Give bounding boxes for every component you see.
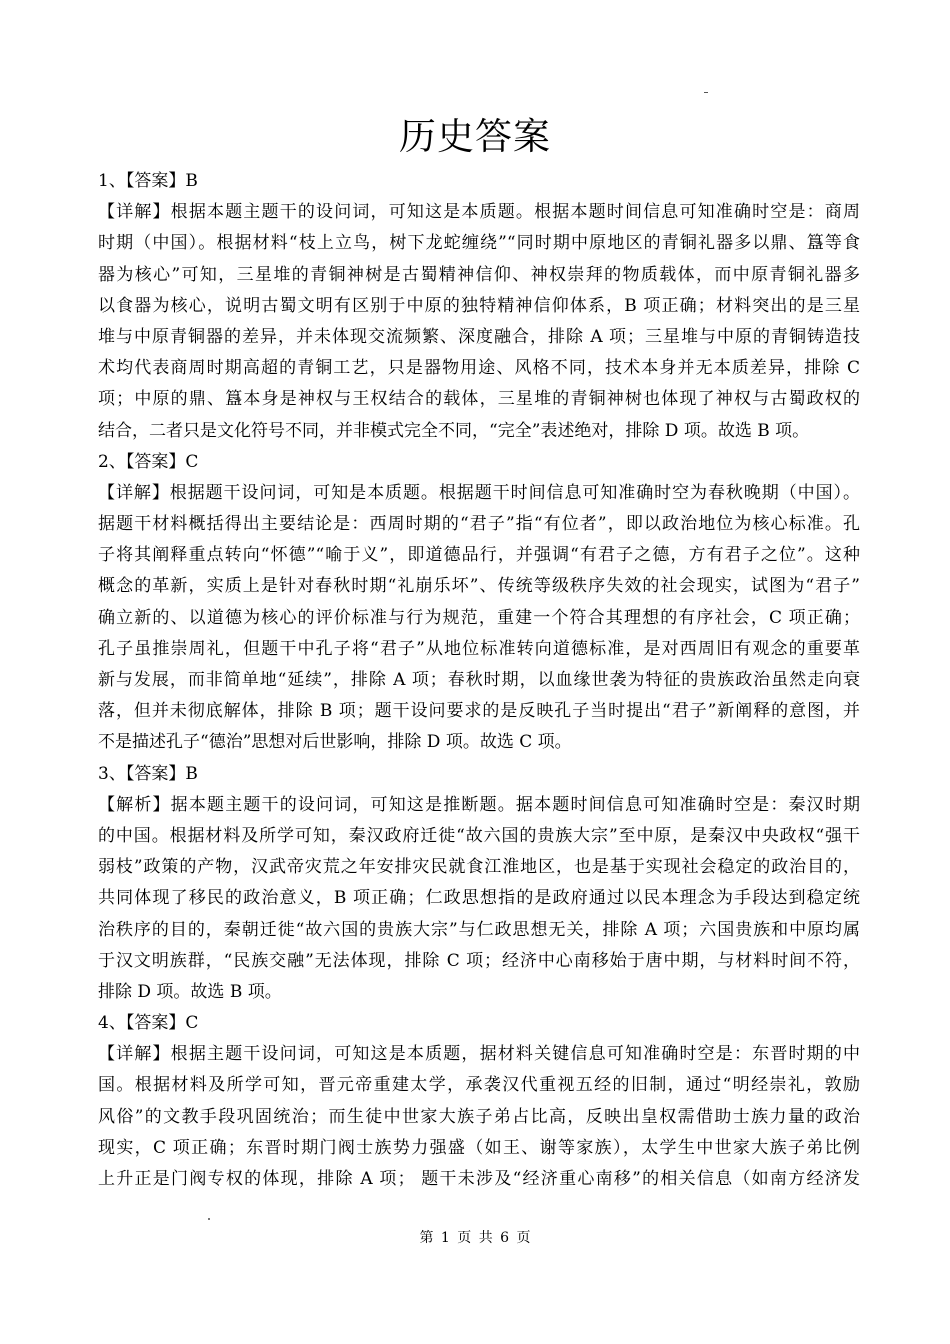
explanation-line: 的中国。根据材料及所学可知，秦汉政府迁徙“故六国的贵族大宗”至中原，是秦汉中央政权“强干: [98, 825, 860, 846]
page-corner-mark: [704, 92, 708, 93]
answer-heading: 1、【答案】B: [98, 171, 198, 191]
answer-2: [98, 447, 860, 759]
explanation-line: 子将其阐释重点转向“怀德”“喻于义”，即道德品行，并强调“有君子之德，方有君子之位”。这种: [98, 545, 860, 566]
explanation-line: 落，但并未彻底解体，排除 B 项；题干设问要求的是反映孔子当时提出“君子”新阐释的意图，并: [98, 701, 860, 722]
answer-4: [98, 1008, 860, 1195]
answer-heading: 2、【答案】C: [98, 451, 199, 472]
page-title: 历史答案: [399, 115, 551, 158]
explanation-line: 确立新的、以道德为核心的评价标准与行为规范，重建一个符合其理想的有序社会，C 项正确；: [98, 607, 860, 628]
answer-3: [98, 759, 860, 1009]
explanation-line: 术均代表商周时期高超的青铜工艺，只是器物用途、风格不同，技术本身并无本质差异，排除 C: [98, 358, 860, 379]
explanation-line: 现实，C 项正确；东晋时期门阀士族势力强盛（如王、谢等家族），太学生中世家大族子弟比例: [98, 1137, 860, 1158]
explanation-line: 新与发展，而非简单地“延续”，排除 A 项；春秋时期，以血缘世袭为特征的贵族政治虽然走向衰: [98, 670, 860, 690]
page-footer: 第 1 页 共 6 页: [419, 1230, 531, 1246]
explanation-line: 以食器为核心，说明古蜀文明有区别于中原的独特精神信仰体系，B 项正确；材料突出的是三星: [98, 295, 860, 316]
explanation-line: 弱枝”政策的产物，汉武帝灾荒之年安排灾民就食江淮地区，也是基于实现社会稳定的政治目的，: [98, 857, 860, 878]
explanation-line: 【详解】根据题干设问词，可知是本质题。根据题干时间信息可知准确时空为春秋晚期（中国）。: [98, 482, 860, 503]
answer-1: [98, 166, 860, 447]
explanation-line: 【详解】根据本题主题干的设问词，可知这是本质题。根据本题时间信息可知准确时空是：商周: [98, 202, 860, 223]
answer-heading: 3、【答案】B: [98, 763, 198, 784]
answer-heading: 4、【答案】C: [98, 1013, 199, 1034]
explanation-line: 项；中原的鼎、簋本身是神权与王权结合的载体，三星堆的青铜神树也体现了神权与古蜀政权的: [98, 389, 860, 410]
explanation-line: 【解析】据本题主题干的设问词，可知这是推断题。据本题时间信息可知准确时空是：秦汉时期: [98, 794, 860, 815]
explanation-line: 上升正是门阀专权的体现，排除 A 项； 题干未涉及“经济重心南移”的相关信息（如南方经济发: [98, 1169, 860, 1189]
explanation-line: 结合，二者只是文化符号不同，并非模式完全不同，“完全”表述绝对，排除 D 项。故选 B 项。: [98, 420, 810, 441]
scan-dot: [208, 1218, 210, 1220]
explanation-line: 概念的革新，实质上是针对春秋时期“礼崩乐坏”、传统等级秩序失效的社会现实，试图为“君子”: [98, 576, 860, 597]
explanation-line: 堆与中原青铜器的差异，并未体现交流频繁、深度融合，排除 A 项；三星堆与中原的青铜铸造技: [98, 326, 860, 347]
answer-content: [98, 166, 860, 1195]
explanation-line: 国。根据材料及所学可知，晋元帝重建太学，承袭汉代重视五经的旧制，通过“明经崇礼，敦励: [98, 1075, 860, 1096]
explanation-line: 【详解】根据主题干设问词，可知这是本质题，据材料关键信息可知准确时空是：东晋时期的中: [98, 1044, 860, 1065]
explanation-line: 排除 D 项。故选 B 项。: [98, 981, 282, 1002]
explanation-line: 治秩序的目的，秦朝迁徙“故六国的贵族大宗”与仁政思想无关，排除 A 项；六国贵族和中原均属: [98, 919, 860, 940]
explanation-line: 于汉文明族群，“民族交融”无法体现，排除 C 项；经济中心南移始于唐中期，与材料时间不符，: [98, 950, 860, 971]
explanation-line: 共同体现了移民的政治意义，B 项正确；仁政思想指的是政府通过以民本理念为手段达到稳定统: [98, 888, 860, 909]
explanation-line: 孔子虽推崇周礼，但题干中孔子将“君子”从地位标准转向道德标准，是对西周旧有观念的重要革: [98, 638, 860, 659]
explanation-line: 风俗”的文教手段巩固统治；而生徒中世家大族子弟占比高，反映出皇权需借助士族力量的政治: [98, 1106, 860, 1127]
explanation-line: 器为核心”可知，三星堆的青铜神树是古蜀精神信仰、神权崇拜的物质载体，而中原青铜礼器多: [98, 264, 860, 285]
explanation-line: 时期（中国）。根据材料“枝上立鸟，树下龙蛇缠绕”“同时期中原地区的青铜礼器多以鼎、簋等食: [98, 233, 860, 254]
explanation-line: 据题干材料概括得出主要结论是：西周时期的“君子”指“有位者”，即以政治地位为核心标准。孔: [98, 514, 860, 535]
explanation-line: 不是描述孔子“德治”思想对后世影响，排除 D 项。故选 C 项。: [98, 732, 572, 753]
